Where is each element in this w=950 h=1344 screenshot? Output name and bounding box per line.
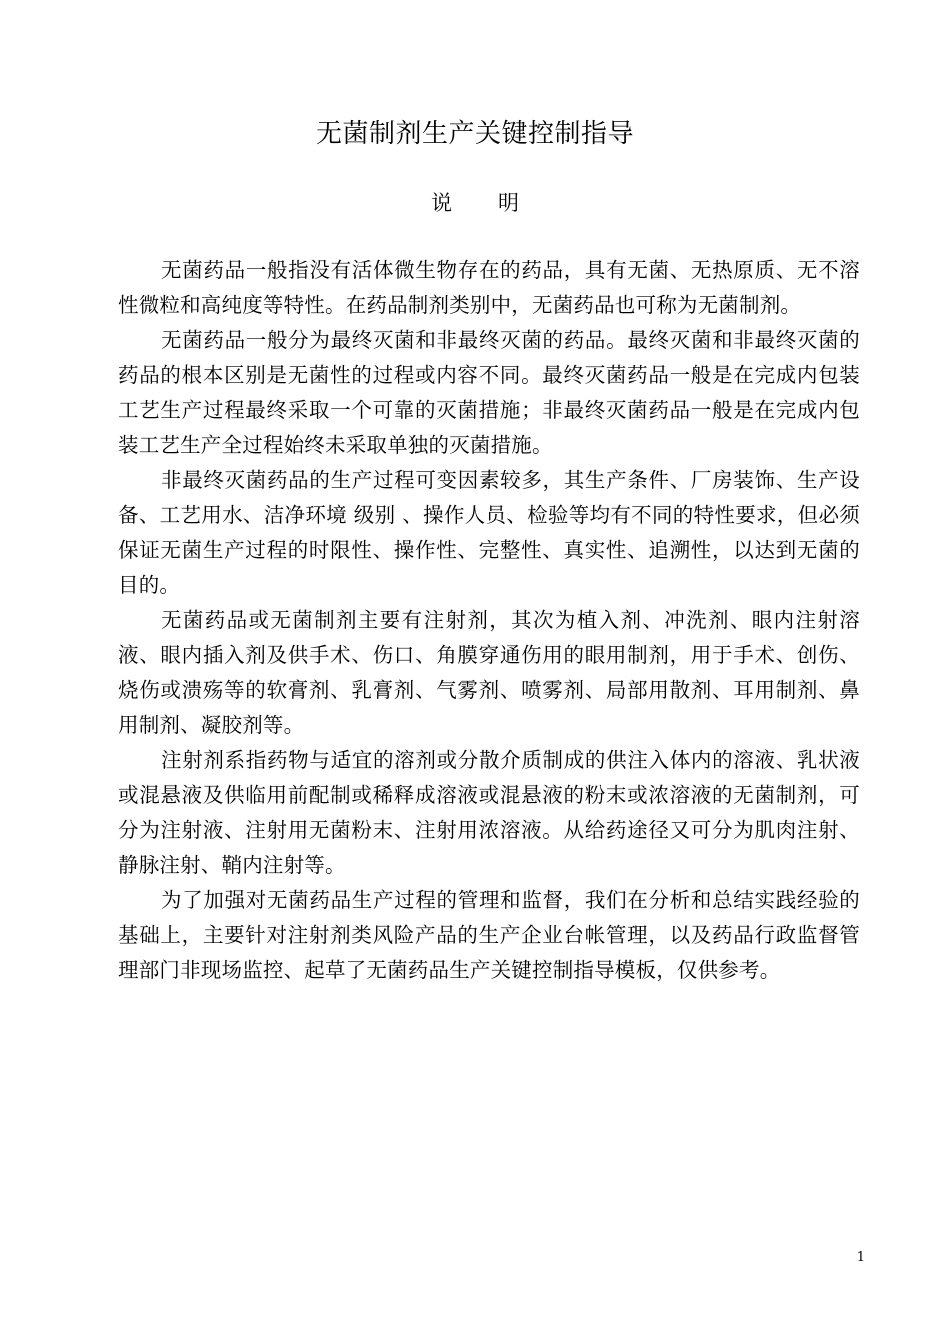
paragraph-2: 无菌药品一般分为最终灭菌和非最终灭菌的药品。最终灭菌和非最终灭菌的药品的根本区别是无菌性的过程或内容不同。最终灭菌药品一般是在完成内包装工艺生产过程最终采取一个可靠的灭菌措施；非最终灭菌药品一般是在完成内包装工艺生产全过程始终未采取单独的灭菌措施。 bbox=[118, 328, 860, 457]
page-number: 1 bbox=[856, 1250, 865, 1265]
section-heading bbox=[0, 186, 950, 220]
paragraph-3: 非最终灭菌药品的生产过程可变因素较多，其生产条件、厂房装饰、生产设备、工艺用水、洁净环境 级别 、操作人员、检验等均有不同的特性要求，但必须保证无菌生产过程的时限性、操作性、完整性、真实性、追溯性，以达到无菌的目的。 bbox=[118, 468, 860, 597]
paragraph-4: 无菌药品或无菌制剂主要有注射剂，其次为植入剂、冲洗剂、眼内注射溶液、眼内插入剂及供手术、伤口、角膜穿通伤用的眼用制剂，用于手术、创伤、烧伤或溃殇等的软膏剂、乳膏剂、气雾剂、喷雾剂、局部用散剂、耳用制剂、鼻用制剂、凝胶剂等。 bbox=[118, 608, 860, 737]
paragraph-5: 注射剂系指药物与适宜的溶剂或分散介质制成的供注入体内的溶液、乳状液或混悬液及供临用前配制或稀释成溶液或混悬液的粉末或浓溶液的无菌制剂，可分为注射液、注射用无菌粉末、注射用浓溶液。从给药途径又可分为肌肉注射、静脉注射、鞘内注射等。 bbox=[118, 748, 860, 877]
paragraph-1: 无菌药品一般指没有活体微生物存在的药品，具有无菌、无热原质、无不溶性微粒和高纯度等特性。在药品制剂类别中，无菌药品也可称为无菌制剂。 bbox=[118, 258, 860, 317]
document-title: 无菌制剂生产关键控制指导 bbox=[315, 119, 634, 149]
section-heading-char-1: 说 bbox=[431, 191, 452, 215]
section-heading-char-2: 明 bbox=[498, 191, 519, 215]
paragraph-6: 为了加强对无菌药品生产过程的管理和监督，我们在分析和总结实践经验的基础上，主要针对注射剂类风险产品的生产企业台帐管理，以及药品行政监督管理部门非现场监控、起草了无菌药品生产关键控制指导模板，仅供参考。 bbox=[118, 888, 860, 982]
document-body bbox=[118, 253, 860, 988]
